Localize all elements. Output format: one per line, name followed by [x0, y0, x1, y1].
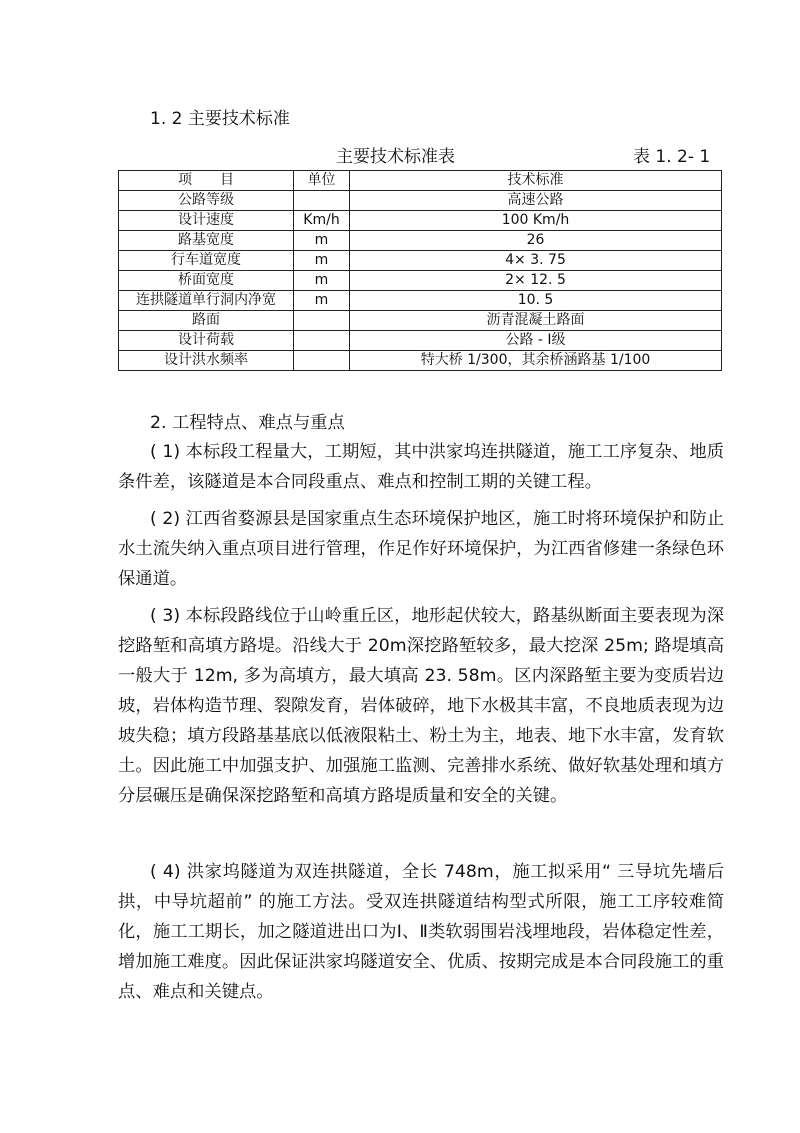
section-title: 1. 2 主要技术标准 [150, 109, 290, 129]
spec-table [118, 170, 722, 371]
cell-item: 设计荷载 [119, 331, 294, 351]
paragraph-2: ( 2) 江西省婺源县是国家重点生态环境保护地区，施工时将环境保护和防止水土流失纳入重点项目进行管理，作足作好环境保护，为江西省修建一条绿色环保通道。 [118, 509, 724, 589]
paragraph-3: ( 3) 本标段路线位于山岭重丘区，地形起伏较大，路基纵断面主要表现为深挖路堑和高填方路堤。沿线大于 20m深挖路堑较多，最大挖深 25m; 路堤填高一般大于 12m, 多为高填方，最大填高 23. 58m。区内深路堑主要为变质岩边坡，岩体构造节理、裂隙发育，岩体破碎，地下水极其丰富，不良地质表现为边坡失稳；填方段路基基底以低液限粘土、粉土为主，地表、地下水丰富，发育软土。因此施工中加强支护、加强施工监测、完善排水系统、做好软基处理和填方分层碾压是确保深挖路堑和高填方路堤质量和安全的关键。 [118, 606, 724, 806]
cell-unit: m [294, 291, 350, 311]
table-row [119, 231, 722, 251]
table-number: 表 1. 2- 1 [633, 147, 711, 167]
header-unit: 单位 [294, 171, 350, 191]
cell-standard: 特大桥 1/300，其余桥涵路基 1/100 [350, 351, 722, 371]
cell-unit: m [294, 251, 350, 271]
table-row [119, 191, 722, 211]
table-row [119, 291, 722, 311]
cell-standard: 10. 5 [350, 291, 722, 311]
cell-standard: 2× 12. 5 [350, 271, 722, 291]
cell-unit [294, 311, 350, 331]
section-heading-2: 2. 工程特点、难点与重点 [150, 413, 345, 433]
cell-standard: 26 [350, 231, 722, 251]
table-row [119, 331, 722, 351]
cell-standard: 沥青混凝土路面 [350, 311, 722, 331]
cell-item: 设计速度 [119, 211, 294, 231]
cell-item: 桥面宽度 [119, 271, 294, 291]
table-row [119, 271, 722, 291]
cell-standard: 100 Km/h [350, 211, 722, 231]
cell-unit: m [294, 271, 350, 291]
cell-unit: Km/h [294, 211, 350, 231]
table-row [119, 211, 722, 231]
cell-item: 设计洪水频率 [119, 351, 294, 371]
cell-unit: m [294, 231, 350, 251]
cell-standard: 4× 3. 75 [350, 251, 722, 271]
cell-item: 行车道宽度 [119, 251, 294, 271]
cell-item: 路面 [119, 311, 294, 331]
table-row [119, 351, 722, 371]
cell-item: 公路等级 [119, 191, 294, 211]
paragraph-1: ( 1) 本标段工程量大，工期短，其中洪家坞连拱隧道，施工工序复杂、地质条件差，该隧道是本合同段重点、难点和控制工期的关键工程。 [118, 442, 724, 492]
cell-unit [294, 191, 350, 211]
header-item: 项 目 [119, 171, 294, 191]
cell-standard: 公路 - Ⅰ级 [350, 331, 722, 351]
cell-item: 路基宽度 [119, 231, 294, 251]
paragraph-4: ( 4) 洪家坞隧道为双连拱隧道，全长 748m，施工拟采用“ 三导坑先墙后拱，中导坑超前” 的施工方法。受双连拱隧道结构型式所限，施工工序较难简化，施工工期长，加之隧道进出口为Ⅰ、Ⅱ类软弱围岩浅埋地段，岩体稳定性差，增加施工难度。因此保证洪家坞隧道安全、优质、按期完成是本合同段施工的重点、难点和关键点。 [118, 862, 724, 1002]
cell-unit [294, 351, 350, 371]
cell-standard: 高速公路 [350, 191, 722, 211]
table-title: 主要技术标准表 [336, 147, 455, 167]
cell-unit [294, 331, 350, 351]
header-standard: 技术标准 [350, 171, 722, 191]
table-header-row [119, 171, 722, 191]
table-row [119, 311, 722, 331]
table-row [119, 251, 722, 271]
cell-item: 连拱隧道单行洞内净宽 [119, 291, 294, 311]
